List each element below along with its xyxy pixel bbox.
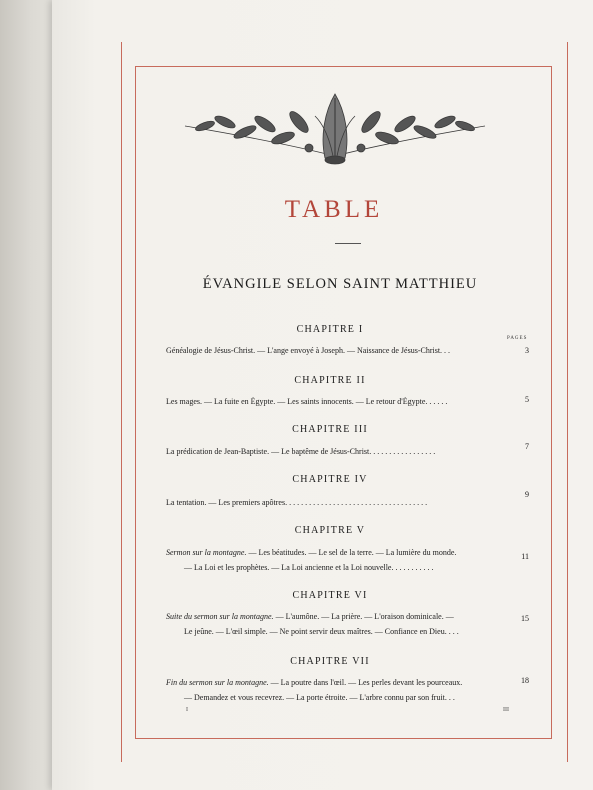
frame-inner-left: [135, 66, 136, 738]
entry-em: Suite du sermon sur la montagne.: [166, 612, 274, 621]
chapter-heading: CHAPITRE VI: [292, 590, 368, 601]
signature-mark-right: III: [503, 707, 509, 713]
entry-text: — Demandez et vous recevrez. — La porte étroite. — L'arbre connu par son fruit. . .: [184, 693, 455, 702]
chapter-heading: CHAPITRE I: [296, 324, 364, 335]
entry-text: Le jeûne. — L'œil simple. — Ne point servir deux maîtres. — Confiance en Dieu. . . .: [184, 627, 459, 636]
entry-em: Fin du sermon sur la montagne.: [166, 678, 269, 687]
entry-text: — L'aumône. — La prière. — L'oraison dominicale. —: [273, 612, 454, 621]
entry-text: Les mages. — La fuite en Égypte. — Les saints innocents. — Le retour d'Égypte. . . . . .: [166, 397, 448, 406]
page-number: 9: [525, 490, 529, 499]
entry-em: Sermon sur la montagne.: [166, 548, 247, 557]
page-number: 15: [521, 614, 529, 623]
chapter-heading: CHAPITRE V: [294, 525, 366, 536]
laurel-ornament: [175, 86, 495, 166]
title-separator: [335, 243, 361, 244]
chapter-entry: [166, 498, 506, 507]
page-number: 3: [525, 346, 529, 355]
frame-bottom: [135, 738, 552, 739]
page-number: 5: [525, 395, 529, 404]
entry-text: — La Loi et les prophètes. — La Loi ancienne et la Loi nouvelle. . . . . . . . . . .: [184, 563, 434, 572]
chapter-heading: CHAPITRE IV: [292, 474, 368, 485]
pages-column-header: PAGES: [507, 336, 528, 341]
entry-text: — Les béatitudes. — Le sel de la terre. — La lumière du monde.: [246, 548, 457, 557]
chapter-entry: [166, 397, 506, 406]
entry-text: Généalogie de Jésus-Christ. — L'ange envoyé à Joseph. — Naissance de Jésus-Christ. . .: [166, 346, 451, 355]
frame-outer-left: [121, 42, 122, 762]
entry-text: La tentation. — Les premiers apôtres. . . . . . . . . . . . . . . . . . . . . . . . . . . . . . . . . . . .: [166, 498, 428, 507]
chapter-heading: CHAPITRE VII: [290, 656, 370, 667]
chapter-entry: [166, 346, 506, 355]
page-number: 11: [521, 552, 529, 561]
chapter-entry: [166, 693, 524, 702]
signature-mark-left: I: [186, 707, 188, 713]
chapter-entry: [166, 447, 506, 456]
chapter-entry: [166, 612, 506, 621]
frame-top: [135, 66, 552, 67]
frame-inner-right: [551, 66, 552, 738]
chapter-entry: [166, 548, 506, 557]
chapter-entry: [166, 627, 524, 636]
page-title: TABLE: [284, 196, 384, 223]
chapter-heading: CHAPITRE III: [292, 424, 368, 435]
page-gutter: [0, 0, 52, 790]
gospel-heading: ÉVANGILE SELON SAINT MATTHIEU: [202, 276, 478, 292]
chapter-entry: [166, 563, 524, 572]
frame-outer-right: [567, 42, 568, 762]
page-number: 7: [525, 442, 529, 451]
entry-text: La prédication de Jean-Baptiste. — Le baptême de Jésus-Christ. . . . . . . . . . . . . . . . .: [166, 447, 436, 456]
page-number: 18: [521, 676, 529, 685]
entry-text: — La poutre dans l'œil. — Les perles devant les pourceaux.: [268, 678, 463, 687]
chapter-heading: CHAPITRE II: [294, 375, 366, 386]
chapter-entry: [166, 678, 506, 687]
